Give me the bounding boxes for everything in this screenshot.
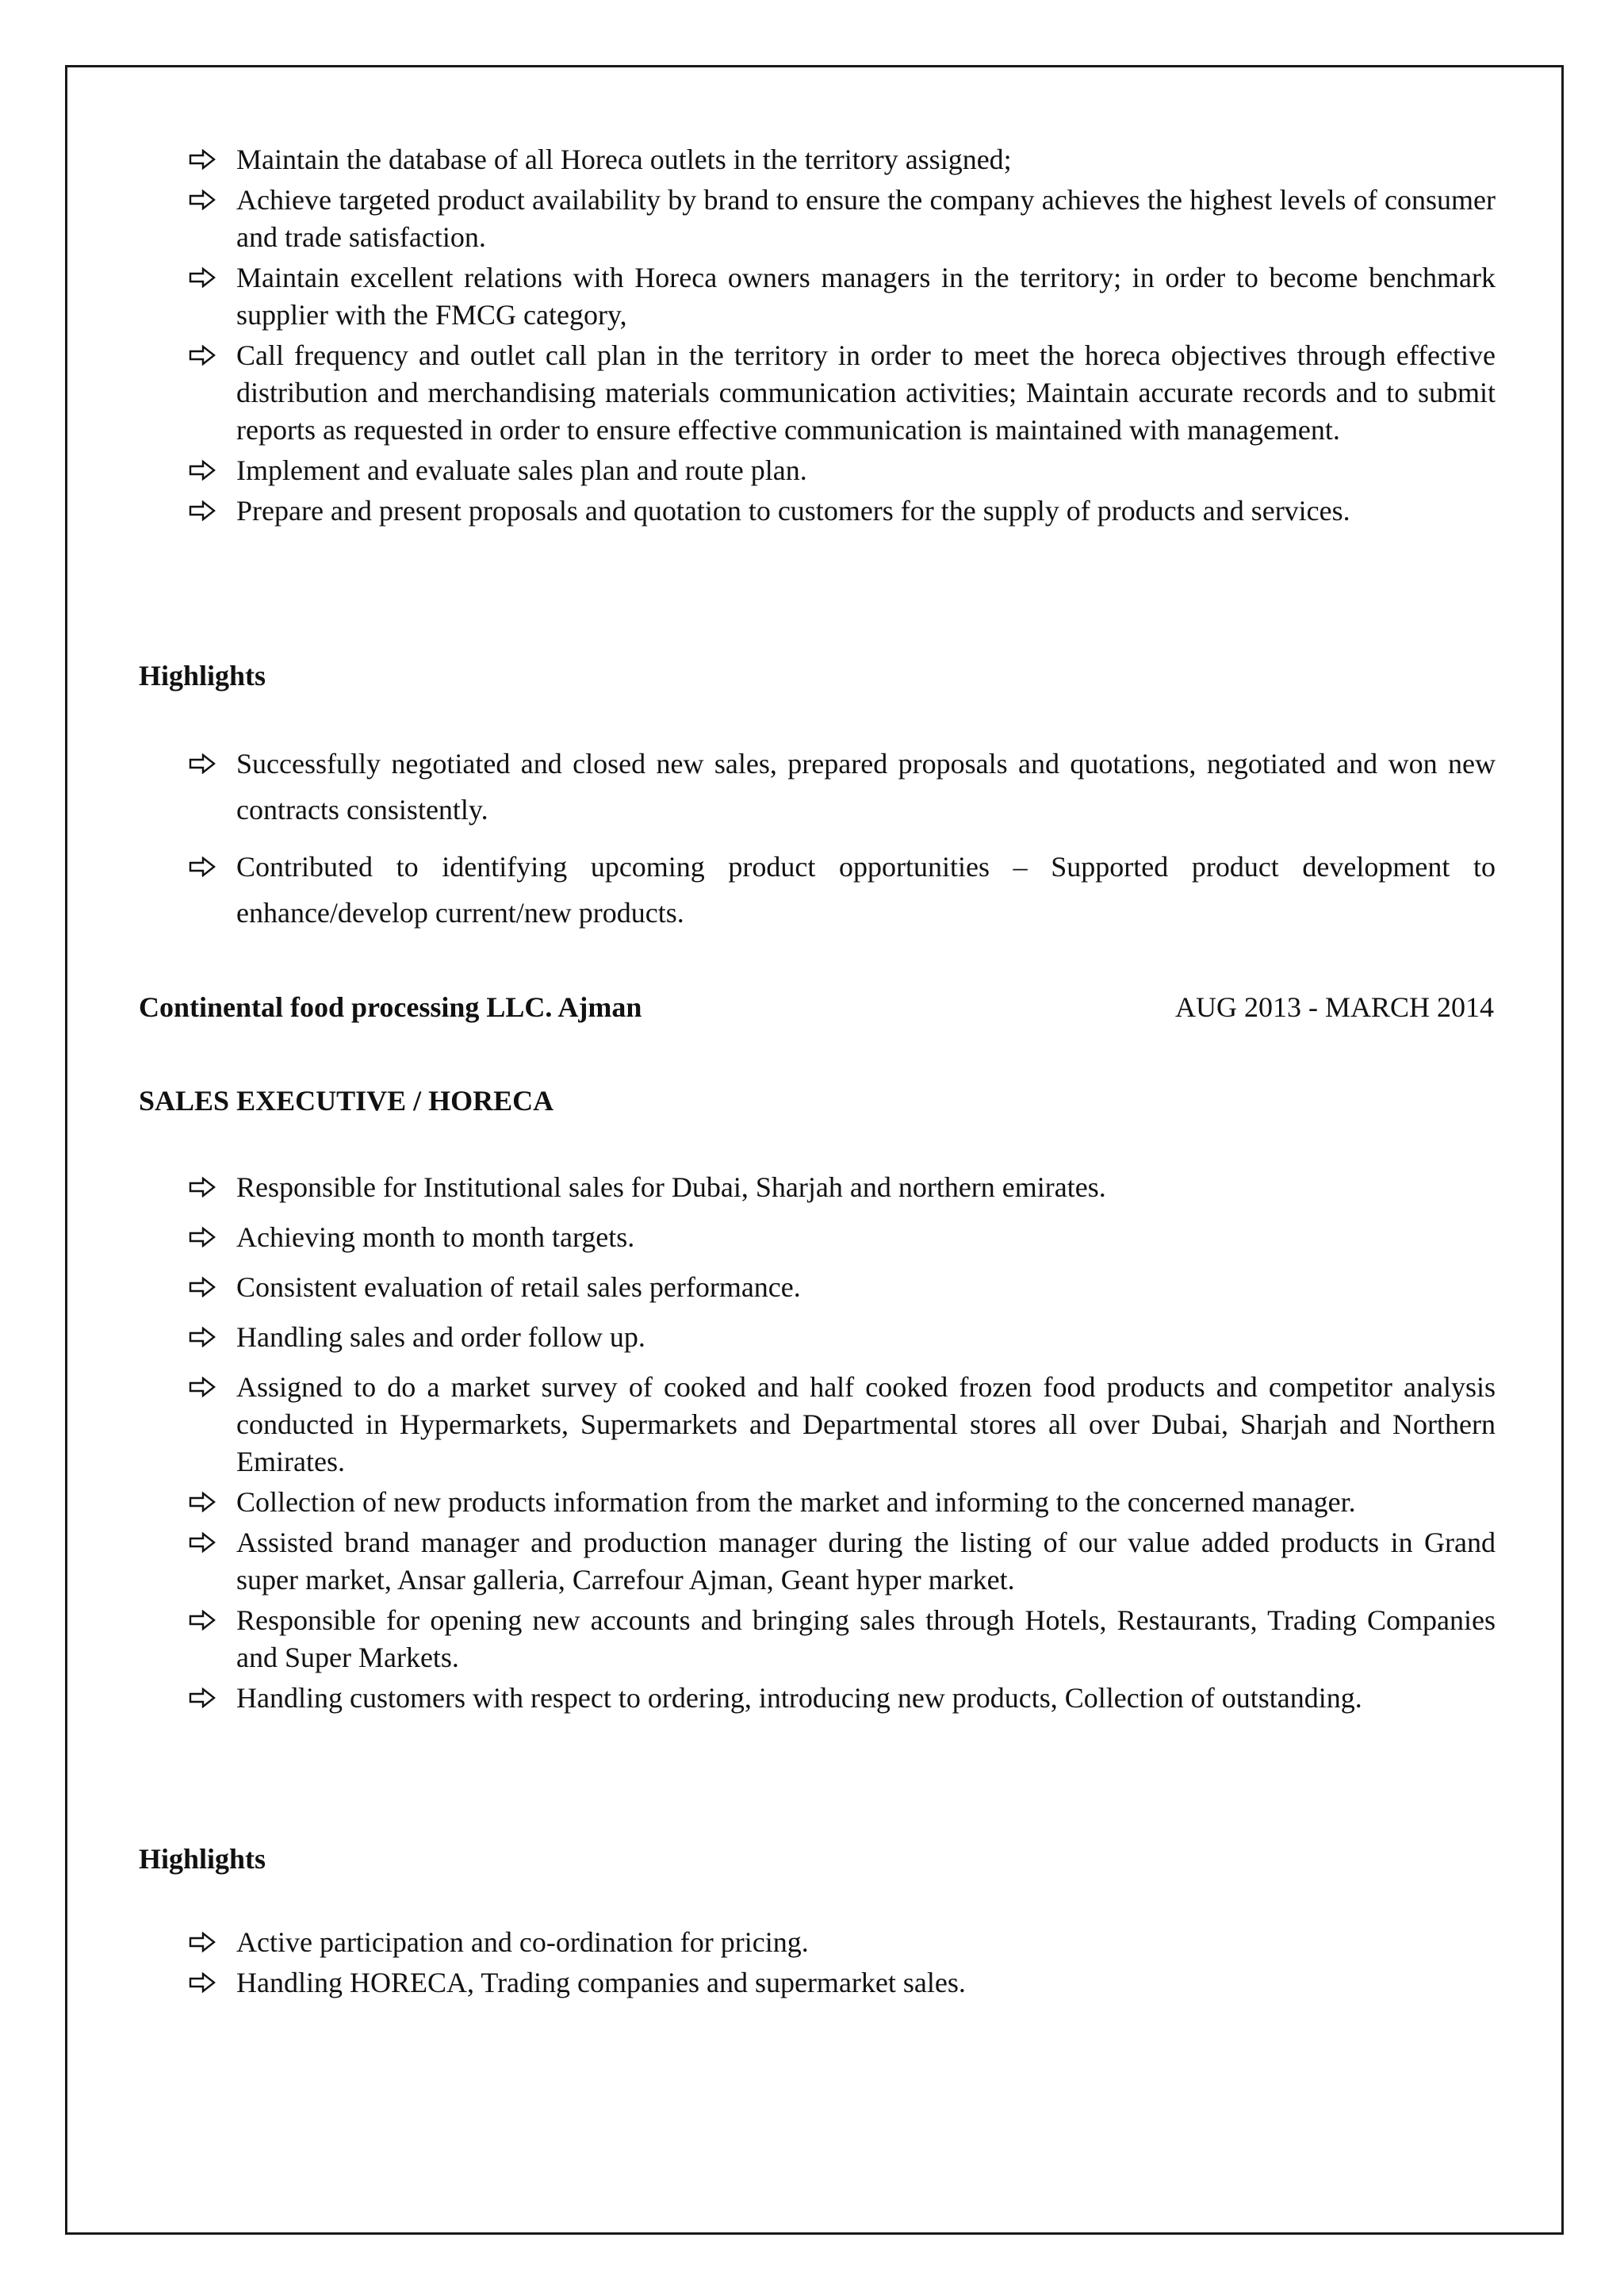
right-arrow-icon: [189, 500, 216, 521]
highlights-list: [189, 741, 1496, 936]
list-item: Prepare and present proposals and quotation to customers for the supply of products and services.: [189, 492, 1496, 530]
right-arrow-icon: [189, 1227, 216, 1247]
right-arrow-icon: [189, 1972, 216, 1993]
list-item: Responsible for Institutional sales for Dubai, Sharjah and northern emirates.: [189, 1169, 1496, 1206]
list-item: Call frequency and outlet call plan in the territory in order to meet the horeca objectives through effective distribution and merchandising materials communication activities; Maintain accurate records and to submit reports as requested in order to ensure effective communication is maintained with management.: [189, 337, 1496, 449]
right-arrow-icon: [189, 1932, 216, 1952]
job-duties-list: [189, 1169, 1496, 1720]
right-arrow-icon: [189, 1377, 216, 1397]
highlights-heading: Highlights: [139, 1843, 266, 1875]
list-item: Achieve targeted product availability by brand to ensure the company achieves the highest levels of consumer and trade satisfaction.: [189, 182, 1496, 256]
right-arrow-icon: [189, 1492, 216, 1512]
list-item: Active participation and co-ordination for pricing.: [189, 1924, 1496, 1961]
highlights-list: [189, 1924, 1496, 2005]
right-arrow-icon: [189, 190, 216, 210]
list-item: Assisted brand manager and production manager during the listing of our value added products in Grand super market, Ansar galleria, Carrefour Ajman, Geant hyper market.: [189, 1524, 1496, 1599]
right-arrow-icon: [189, 753, 216, 774]
list-item: Implement and evaluate sales plan and route plan.: [189, 452, 1496, 489]
list-item: Handling HORECA, Trading companies and supermarket sales.: [189, 1964, 1496, 2002]
right-arrow-icon: [189, 1610, 216, 1630]
company-name: Continental food processing LLC. Ajman: [139, 991, 642, 1023]
right-arrow-icon: [189, 1327, 216, 1347]
employment-dates: AUG 2013 - MARCH 2014: [1174, 991, 1494, 1023]
list-item: Handling customers with respect to ordering, introducing new products, Collection of outstanding.: [189, 1680, 1496, 1717]
list-item: Consistent evaluation of retail sales performance.: [189, 1269, 1496, 1306]
right-arrow-icon: [189, 460, 216, 481]
right-arrow-icon: [189, 267, 216, 288]
right-arrow-icon: [189, 1177, 216, 1197]
responsibilities-list: [189, 141, 1496, 533]
list-item: Maintain excellent relations with Horeca owners managers in the territory; in order to become benchmark supplier with the FMCG category,: [189, 259, 1496, 334]
list-item: Responsible for opening new accounts and bringing sales through Hotels, Restaurants, Trading Companies and Super Markets.: [189, 1602, 1496, 1676]
right-arrow-icon: [189, 345, 216, 366]
right-arrow-icon: [189, 856, 216, 877]
right-arrow-icon: [189, 1532, 216, 1553]
highlights-heading: Highlights: [139, 660, 266, 692]
list-item: Achieving month to month targets.: [189, 1219, 1496, 1256]
job-title: SALES EXECUTIVE / HORECA: [139, 1085, 554, 1117]
list-item: Contributed to identifying upcoming product opportunities – Supported product development to enhance/develop current/new products.: [189, 844, 1496, 936]
list-item: Assigned to do a market survey of cooked and half cooked frozen food products and competitor analysis conducted in Hypermarkets, Supermarkets and Departmental stores all over Dubai, Sharjah and Northern Emirates.: [189, 1369, 1496, 1481]
right-arrow-icon: [189, 1277, 216, 1297]
list-item: Collection of new products information from the market and informing to the concerned manager.: [189, 1484, 1496, 1521]
right-arrow-icon: [189, 1688, 216, 1708]
list-item: Handling sales and order follow up.: [189, 1319, 1496, 1356]
right-arrow-icon: [189, 149, 216, 170]
list-item: Successfully negotiated and closed new sales, prepared proposals and quotations, negotiated and won new contracts consistently.: [189, 741, 1496, 833]
list-item: Maintain the database of all Horeca outlets in the territory assigned;: [189, 141, 1496, 178]
